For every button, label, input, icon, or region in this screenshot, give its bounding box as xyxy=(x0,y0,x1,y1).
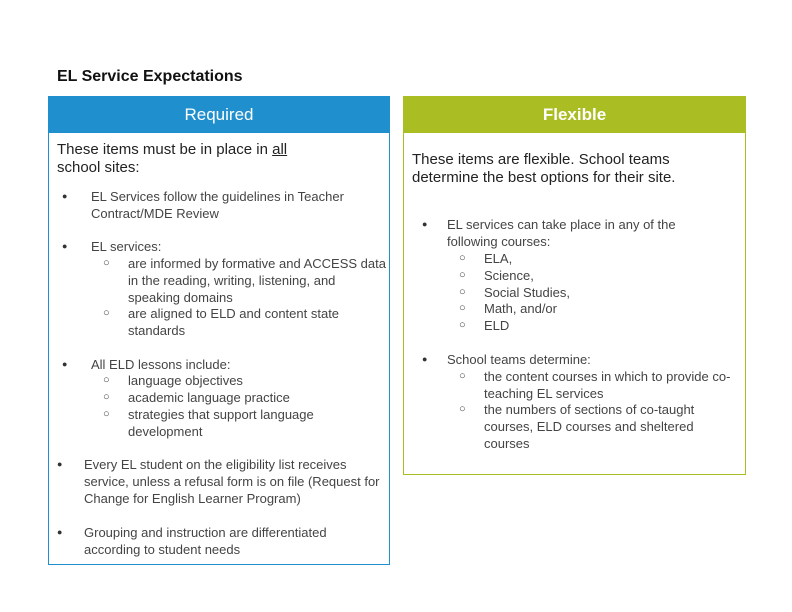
required-bullet-2-sub-2-text: are aligned to ELD and content state standards xyxy=(128,306,340,338)
flexible-bullet-1-sub-4-text: Math, and/or xyxy=(484,301,557,316)
bullet-icon: ● xyxy=(62,359,68,369)
required-header: Required xyxy=(49,97,389,133)
required-intro-underlined: all xyxy=(272,141,288,158)
flexible-bullet-2-sub-1-text: the content courses in which to provide co-teaching EL services xyxy=(484,369,731,401)
flexible-bullet-1-sub-1-text: ELA, xyxy=(484,251,513,266)
bullet-icon: ● xyxy=(62,191,68,201)
sub-bullet-icon: ○ xyxy=(459,252,466,264)
required-bullet-4-text: Every EL student on the eligibility list receives service, unless a refusal form is on file (Request for Change for English Learner Program) xyxy=(84,457,380,506)
required-bullet-3-text: All ELD lessons include: xyxy=(91,357,231,372)
bullet-icon: ● xyxy=(62,241,68,251)
sub-bullet-icon: ○ xyxy=(459,319,466,331)
sub-bullet-icon: ○ xyxy=(103,307,110,319)
required-intro-suffix: school sites: xyxy=(57,159,140,176)
required-bullet-3-sub-3-text: strategies that support language development xyxy=(128,407,314,439)
bullet-icon: ● xyxy=(57,527,63,537)
flexible-bullet-2-text: School teams determine: xyxy=(447,352,591,367)
sub-bullet-icon: ○ xyxy=(103,257,110,269)
flexible-bullet-1-sub-5-text: ELD xyxy=(484,318,510,333)
required-bullet-3-sub-1-text: language objectives xyxy=(128,373,243,388)
flexible-header: Flexible xyxy=(404,97,745,133)
sub-bullet-icon: ○ xyxy=(459,269,466,281)
sub-bullet-icon: ○ xyxy=(459,403,466,415)
flexible-bullet-1-sub-3-text: Social Studies, xyxy=(484,285,570,300)
bullet-icon: ● xyxy=(57,459,63,469)
bullet-icon: ● xyxy=(422,354,428,364)
flexible-bullet-1-sub-2-text: Science, xyxy=(484,268,534,283)
sub-bullet-icon: ○ xyxy=(103,408,110,420)
required-bullet-3-sub-2-text: academic language practice xyxy=(128,390,290,405)
required-intro xyxy=(57,141,357,177)
sub-bullet-icon: ○ xyxy=(459,302,466,314)
sub-bullet-icon: ○ xyxy=(103,391,110,403)
flexible-bullet-1-text: EL services can take place in any of the following courses: xyxy=(447,217,676,249)
required-intro-prefix: These items must be in place in xyxy=(57,141,273,158)
page-title: EL Service Expectations xyxy=(57,68,243,85)
required-bullet-5-text: Grouping and instruction are differentiated according to student needs xyxy=(84,525,327,557)
sub-bullet-icon: ○ xyxy=(459,370,466,382)
flexible-bullet-2-sub-2-text: the numbers of sections of co-taught courses, ELD courses and sheltered courses xyxy=(484,402,695,451)
sub-bullet-icon: ○ xyxy=(103,374,110,386)
flexible-intro: These items are flexible. School teams determine the best options for their site. xyxy=(412,151,676,186)
required-bullet-1-text: EL Services follow the guidelines in Teacher Contract/MDE Review xyxy=(91,189,344,221)
sub-bullet-icon: ○ xyxy=(459,286,466,298)
required-bullet-2-text: EL services: xyxy=(91,239,162,254)
bullet-icon: ● xyxy=(422,219,428,229)
required-bullet-2-sub-1-text: are informed by formative and ACCESS data in the reading, writing, listening, and speaking domains xyxy=(128,256,386,305)
